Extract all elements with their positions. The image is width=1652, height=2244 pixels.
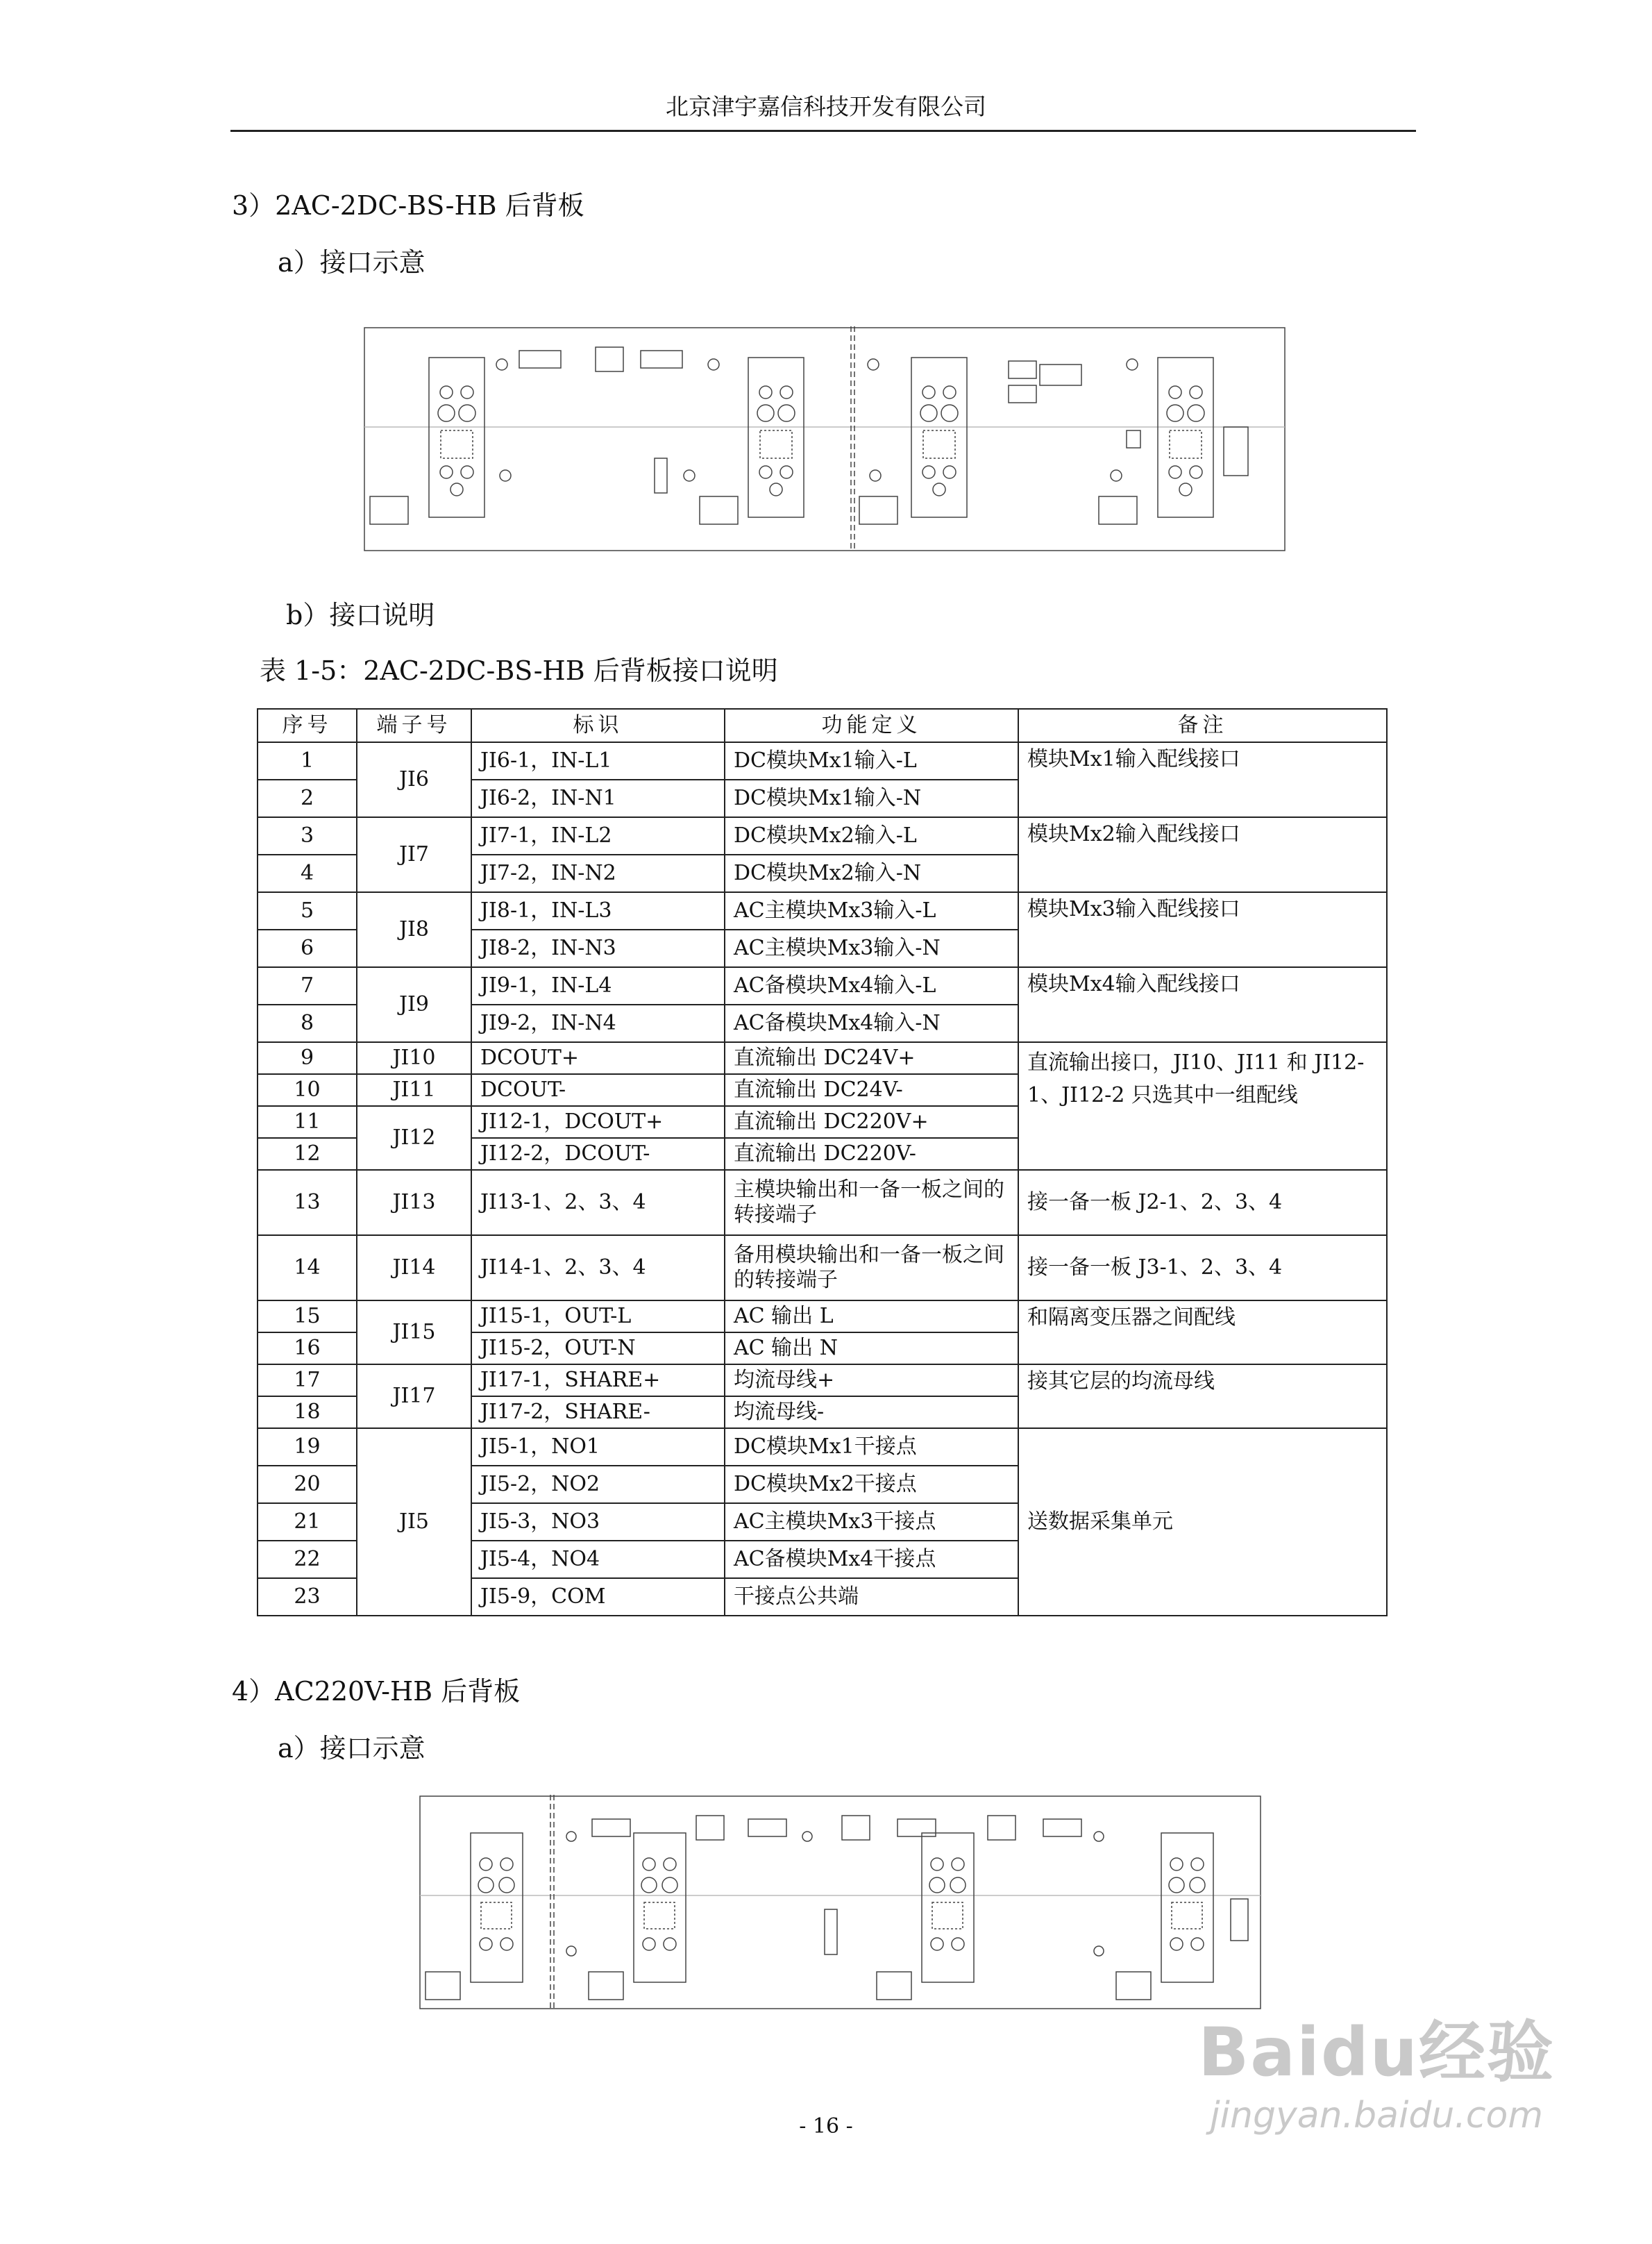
- module-connector: [429, 358, 484, 517]
- row-id: JI7-1，IN-L2: [471, 817, 725, 855]
- section-3-title: 3）2AC-2DC-BS-HB 后背板: [232, 190, 584, 221]
- row-no: 16: [258, 1332, 357, 1364]
- section-4a-heading: a）接口示意: [278, 1733, 425, 1764]
- row-no: 5: [258, 892, 357, 930]
- row-note: 送数据采集单元: [1018, 1428, 1387, 1616]
- row-note: 模块Mx4输入配线接口: [1018, 967, 1387, 1042]
- row-id: JI15-1，OUT-L: [471, 1300, 725, 1332]
- row-func: AC备模块Mx4输入-N: [725, 1005, 1018, 1042]
- row-terminal: JI15: [357, 1300, 471, 1364]
- row-id: JI5-4，NO4: [471, 1541, 725, 1578]
- header-rule: [230, 130, 1416, 132]
- table-caption: 表 1-5：2AC-2DC-BS-HB 后背板接口说明: [260, 655, 778, 686]
- row-note: 模块Mx1输入配线接口: [1018, 742, 1387, 817]
- row-id: JI14-1、2、3、4: [471, 1235, 725, 1300]
- row-id: JI15-2，OUT-N: [471, 1332, 725, 1364]
- row-func: 均流母线-: [725, 1396, 1018, 1428]
- row-note: 模块Mx2输入配线接口: [1018, 817, 1387, 892]
- row-id: DCOUT-: [471, 1074, 725, 1106]
- row-id: JI7-2，IN-N2: [471, 855, 725, 892]
- board-diagram-2ac-2dc: [363, 326, 1286, 552]
- interface-table: [257, 708, 1388, 1616]
- row-terminal: JI8: [357, 892, 471, 967]
- row-no: 21: [258, 1503, 357, 1541]
- row-no: 9: [258, 1042, 357, 1074]
- row-func: 备用模块输出和一备一板之间的转接端子: [725, 1235, 1018, 1300]
- row-func: DC模块Mx1输入-L: [725, 742, 1018, 780]
- section-3a-heading: a）接口示意: [278, 247, 425, 278]
- row-func: 干接点公共端: [725, 1578, 1018, 1616]
- board-diagram-ac220v: [419, 1795, 1262, 2010]
- row-terminal: JI10: [357, 1042, 471, 1074]
- row-terminal: JI7: [357, 817, 471, 892]
- row-no: 6: [258, 930, 357, 967]
- row-func: 主模块输出和一备一板之间的转接端子: [725, 1170, 1018, 1235]
- row-func: AC备模块Mx4输入-L: [725, 967, 1018, 1005]
- row-id: JI6-1，IN-L1: [471, 742, 725, 780]
- baidu-watermark: [1198, 2000, 1555, 2136]
- watermark-url: jingyan.baidu.com: [1210, 2095, 1543, 2136]
- row-func: AC 输出 N: [725, 1332, 1018, 1364]
- company-header: 北京津宇嘉信科技开发有限公司: [666, 93, 986, 120]
- row-id: JI5-9，COM: [471, 1578, 725, 1616]
- row-terminal: JI17: [357, 1364, 471, 1428]
- table-header: 序号: [258, 709, 357, 742]
- watermark-brand: Baidu经验: [1198, 2013, 1555, 2091]
- row-func: DC模块Mx1输入-N: [725, 780, 1018, 817]
- row-func: 直流输出 DC220V+: [725, 1106, 1018, 1138]
- row-id: JI9-2，IN-N4: [471, 1005, 725, 1042]
- row-id: JI5-2，NO2: [471, 1466, 725, 1503]
- section-4-title: 4）AC220V-HB 后背板: [232, 1676, 521, 1707]
- row-func: AC备模块Mx4干接点: [725, 1541, 1018, 1578]
- row-no: 19: [258, 1428, 357, 1466]
- row-id: JI5-1，NO1: [471, 1428, 725, 1466]
- row-no: 23: [258, 1578, 357, 1616]
- row-id: JI17-2，SHARE-: [471, 1396, 725, 1428]
- page-number: - 16 -: [799, 2114, 853, 2138]
- row-id: JI9-1，IN-L4: [471, 967, 725, 1005]
- row-terminal: JI14: [357, 1235, 471, 1300]
- row-func: DC模块Mx2输入-L: [725, 817, 1018, 855]
- row-no: 13: [258, 1170, 357, 1235]
- row-func: 直流输出 DC24V-: [725, 1074, 1018, 1106]
- row-func: DC模块Mx2输入-N: [725, 855, 1018, 892]
- row-func: DC模块Mx2干接点: [725, 1466, 1018, 1503]
- row-id: JI8-2，IN-N3: [471, 930, 725, 967]
- row-terminal: JI11: [357, 1074, 471, 1106]
- row-terminal: JI6: [357, 742, 471, 817]
- row-func: 直流输出 DC24V+: [725, 1042, 1018, 1074]
- row-id: JI13-1、2、3、4: [471, 1170, 725, 1235]
- row-no: 4: [258, 855, 357, 892]
- table-header: 端子号: [357, 709, 471, 742]
- row-no: 2: [258, 780, 357, 817]
- row-no: 3: [258, 817, 357, 855]
- row-no: 12: [258, 1138, 357, 1170]
- table-header: 备注: [1018, 709, 1387, 742]
- row-id: JI17-1，SHARE+: [471, 1364, 725, 1396]
- row-no: 20: [258, 1466, 357, 1503]
- row-no: 18: [258, 1396, 357, 1428]
- row-note: 接一备一板 J2-1、2、3、4: [1018, 1170, 1387, 1235]
- table-header: 标识: [471, 709, 725, 742]
- row-no: 22: [258, 1541, 357, 1578]
- row-id: JI6-2，IN-N1: [471, 780, 725, 817]
- row-id: JI5-3，NO3: [471, 1503, 725, 1541]
- row-no: 7: [258, 967, 357, 1005]
- row-terminal: JI5: [357, 1428, 471, 1616]
- row-note: 接其它层的均流母线: [1018, 1364, 1387, 1428]
- row-no: 15: [258, 1300, 357, 1332]
- row-no: 14: [258, 1235, 357, 1300]
- row-id: JI12-2，DCOUT-: [471, 1138, 725, 1170]
- row-id: DCOUT+: [471, 1042, 725, 1074]
- row-func: AC 输出 L: [725, 1300, 1018, 1332]
- row-func: 均流母线+: [725, 1364, 1018, 1396]
- row-no: 11: [258, 1106, 357, 1138]
- row-note: 接一备一板 J3-1、2、3、4: [1018, 1235, 1387, 1300]
- row-func: DC模块Mx1干接点: [725, 1428, 1018, 1466]
- row-func: 直流输出 DC220V-: [725, 1138, 1018, 1170]
- row-terminal: JI9: [357, 967, 471, 1042]
- row-note: 和隔离变压器之间配线: [1018, 1300, 1387, 1364]
- row-note: 模块Mx3输入配线接口: [1018, 892, 1387, 967]
- row-terminal: JI12: [357, 1106, 471, 1170]
- row-note: 直流输出接口，JI10、JI11 和 JI12-1、JI12-2 只选其中一组配线: [1018, 1042, 1387, 1170]
- row-id: JI8-1，IN-L3: [471, 892, 725, 930]
- row-no: 1: [258, 742, 357, 780]
- row-id: JI12-1，DCOUT+: [471, 1106, 725, 1138]
- table-header: 功能定义: [725, 709, 1018, 742]
- row-no: 17: [258, 1364, 357, 1396]
- row-no: 10: [258, 1074, 357, 1106]
- row-no: 8: [258, 1005, 357, 1042]
- row-terminal: JI13: [357, 1170, 471, 1235]
- row-func: AC主模块Mx3干接点: [725, 1503, 1018, 1541]
- section-3b-heading: b）接口说明: [286, 600, 435, 630]
- row-func: AC主模块Mx3输入-N: [725, 930, 1018, 967]
- row-func: AC主模块Mx3输入-L: [725, 892, 1018, 930]
